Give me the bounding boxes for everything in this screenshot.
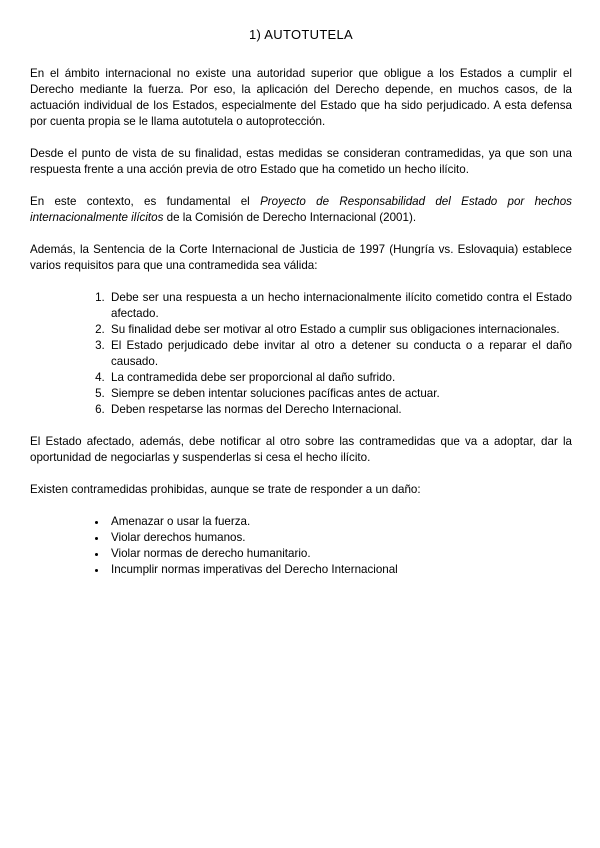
paragraph-context-post: de la Comisión de Derecho Internacional (2001). [163,211,417,224]
list-item: 3. El Estado perjudicado debe invitar al otro a detener su conducta o a reparar el daño causado. [108,338,572,370]
paragraph-purpose: Desde el punto de vista de su finalidad, estas medidas se consideran contramedidas, ya que son una respuesta frente a una acción previa de otro Estado que ha cometido un hecho ilícito. [30,147,572,176]
paragraph-notification: El Estado afectado, además, debe notificar al otro sobre las contramedidas que va a adoptar, dar la oportunidad de negociarlas y suspenderlas si cesa el hecho ilícito. [30,435,572,464]
list-item: • Violar normas de derecho humanitario. [108,546,572,562]
list-item: 1. Debe ser una respuesta a un hecho internacionalmente ilícito cometido contra el Estado afectado. [108,290,572,322]
document-title: 1) AUTOTUTELA [248,27,354,42]
prohibited-list [30,514,572,578]
project-title-italic: Proyecto de Responsabilidad del Estado por hechos internacionalmente ilícitos [30,195,572,224]
requirements-list [30,290,572,418]
list-item: • Amenazar o usar la fuerza. [108,514,572,530]
list-item: • Violar derechos humanos. [108,530,572,546]
list-item: 6. Deben respetarse las normas del Derecho Internacional. [108,402,572,418]
list-item: 4. La contramedida debe ser proporcional al daño sufrido. [108,370,572,386]
paragraph-prohibited: Existen contramedidas prohibidas, aunque se trate de responder a un daño: [30,483,421,496]
paragraph-context-pre: En este contexto, es fundamental el [30,195,261,208]
paragraph-intro: En el ámbito internacional no existe una autoridad superior que obligue a los Estados a cumplir el Derecho mediante la fuerza. Por eso, la aplicación del Derecho depende, en muchos casos, de la actuación individual de los Estados, especialmente del Estado que ha sido perjudicado. A esta defensa por cuenta propia se le llama autotutela o autoprotección. [30,67,572,128]
list-item: 5. Siempre se deben intentar soluciones pacíficas antes de actuar. [108,386,572,402]
list-item: 2. Su finalidad debe ser motivar al otro Estado a cumplir sus obligaciones internacionales. [108,322,572,338]
paragraph-context [30,194,572,226]
paragraph-judgment: Además, la Sentencia de la Corte Internacional de Justicia de 1997 (Hungría vs. Eslovaquia) establece varios requisitos para que una contramedida sea válida: [30,243,572,272]
list-item: • Incumplir normas imperativas del Derecho Internacional [108,562,572,578]
